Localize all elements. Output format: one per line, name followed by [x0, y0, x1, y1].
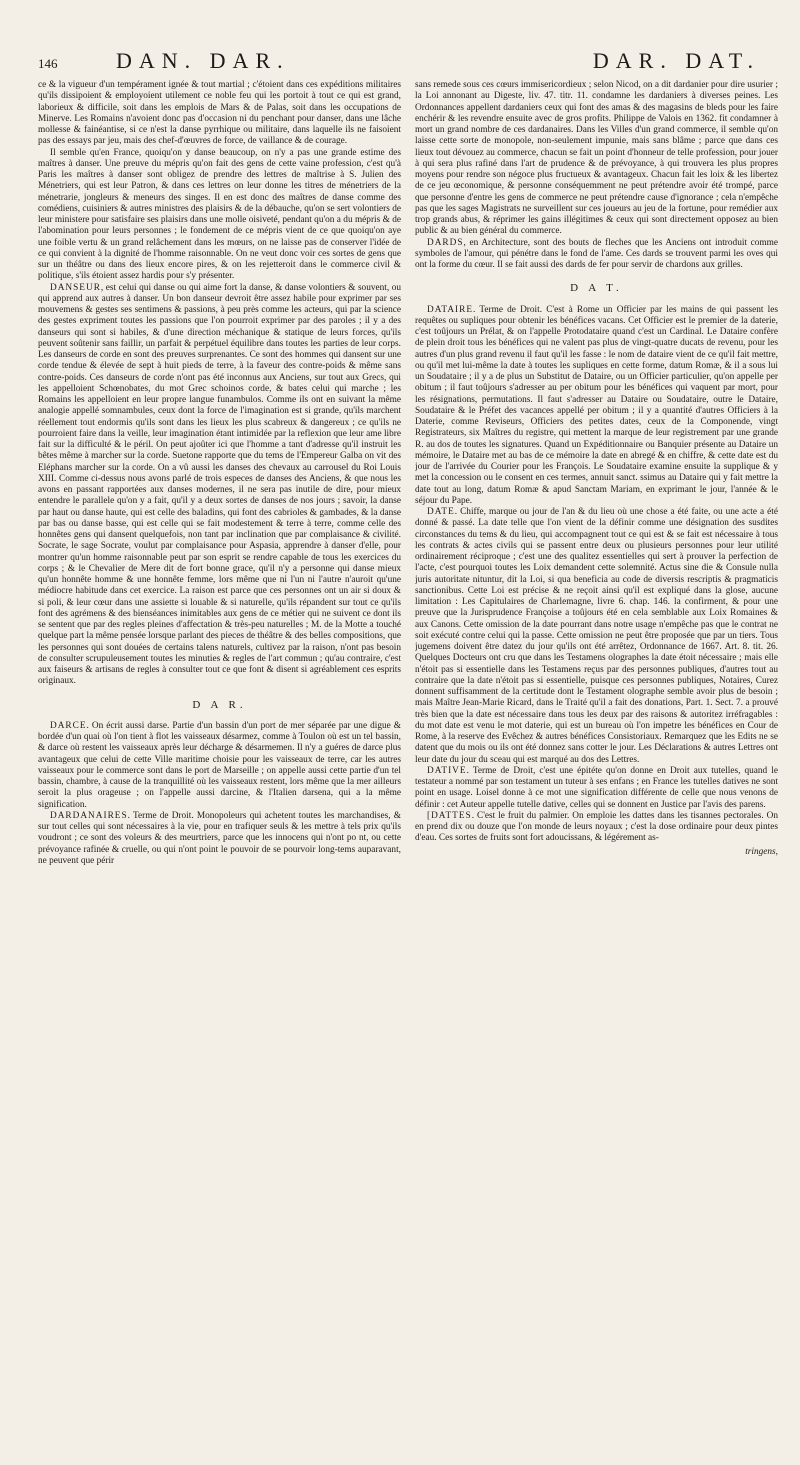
text-columns — [38, 80, 778, 1447]
paragraph-continued: sans remede sous ces cœurs immisericordieux ; selon Nicod, on a dit dardanier pour dire usurier ; la Loi annonant au Digeste, liv. 47. titr. 11. condamne les dardaniers à diverses peines. Les Ordonnances appellent dardaniers ceux qui font des amas & des magasins de bleds pour les faire enchérir & les revendre ensuite avec de gros profits. Philippe de Valois en 1362. fit condamner à mort un grand nombre de ces dardanaires. Dans les Villes d'un grand commerce, il semble qu'on laisse cette sorte de monopole, non-seulement impunie, mais sans blâme ; parce que dans ces lieux tout dévouez au commerce, chacun se fait un point d'honneur de telle profession, pour jouer à qui sera plus rafiné dans l'art de prudence & de prévoyance, à qui trouvera les plus propres moyens pour rendre son négoce plus fructueux & avantageux. Chacun fait les loix & les libertez de ce jeu œconomique, & personne conséquemment ne peut prétendre avoir été trompé, parce que personne d'entre les gens de commerce ne peut prétendre cause d'ignorance ; cela n'empêche pas que les sages Magistrats ne surveillent sur ces joueurs au jeu de la fortune, pour remédier aux trop grands abus, & réprimer les gains illégitimes & ceux qui sont directement opposez au bien public & au bien général du commerce. — [415, 80, 778, 237]
entry-text: . Chiffe, marque ou jour de l'an & du lieu où une chose a été faite, ou une acte a été donné & passé. La date telle que l'on vient de la définir comme une désignation des susdites circonstances du tems & du lieu, qui accompagnent tout ce qui est & se fait est nécessaire à tous les contrats & actes civils qui se passent entre deux ou plusieurs personnes pour leur utilité ordinairement réciproque ; c'est une des qualitez essentielles qui sert à prouver la perfection de l'acte, c'est pourquoi toutes les Loix demandent cette solemnité. Actus sine die & Consule nulla juris autoritate nituntur, dit la Loi, si qua beneficia au code de diversis rescriptis & pragmaticis sanctionibus. Cette Loi est précise & ne reçoit ainsi qu'il est expliqué dans la glose, aucune limitation : Les Capitulaires de Charlemagne, livre 6. chap. 146. la confirment, & pour une preuve que la Jurisprudence Françoise a toûjours été en cela semblable aux Loix Romaines & aux Canons. Cette omission de la date pourrant dans notre usage n'empêche pas que le contrat ne soit exécuté contre celui qui la passe. Cette omission ne peut être proposée que par un tiers. Tous jugemens doivent être datez du jour qu'ils ont été arrêtez, Ordonnance de 1667. Art. 8. tit. 26. Quelques Docteurs ont cru que dans les Testamens olographes la date étoit nécessaire ; mais elle n'étoit pas si essentielle dans les Testamens reçus par des personnes publiques, d'autres tout au contraire que la date n'étoit pas si essentielle, puisque ces personnes publiques, Notaires, Curez donnent suffisamment de la certitude dont le Testament olographe semble avoir plus de besoin ; mais Maître Jean-Marie Ricard, dans le Traité qu'il a fait des donations, Part. 1. Sect. 7. a prouvé très bien que la date est nécessaire dans tous les deux par des raisons & autoritez irréfragables : du mot date est venu le mot daterie, qui est un bureau où l'on impetre les bénéfices en Cour de Rome, à la reserve des Evêchez & autres bénéfices Consistoriaux. Remarquez que les Edits ne se datent que du mois ou ils ont été donnez sans cotter le jour. Les Déclarations & autres Lettres ont leur date du jour du sceau qui est marqué au dos des Lettres. — [415, 507, 778, 765]
entry-term: DARDANAIRES — [50, 810, 128, 821]
entry-text: . On écrit aussi darse. Partie d'un bassin d'un port de mer séparée par une digue & bordée d'un quai où l'on tient à flot les vaisseaux désarmez, comme à Toulon où est un tel bassin, & darce où restent les vaisseaux après leur décharge & désarmemen. Il n'y a guéres de darce plus avantageux que celui de cette Ville maritime choisie pour les vaisseaux de terre, car les autres vaisseaux pour le commerce sont dans le port de Marseille ; on appelle aussi cette partie d'un tel bassin, chambre, à cause de la tranquillité où les vaisseaux restent, lors même que la mer ailleurs seroit la plus orageuse ; on l'appelle aussi darcine, & l'Italien darsena, qui a la même signification. — [38, 720, 401, 810]
entry-dative — [415, 766, 778, 811]
right-running-title: DAR. DAT. — [592, 48, 760, 73]
entry-term: [DATTES — [427, 810, 472, 821]
entry-dards — [415, 238, 778, 272]
entry-text: . Terme de Droit. C'est à Rome un Officier par les mains de qui passent les requêtes ou supliques pour obtenir les bénéfices vacans. Cet Officier est le premier de la daterie, c'est toûjours un Prélat, & on l'appelle Protodataire quand c'est un Cardinal. Le Dataire confère de plein droit tous les bénéfices qui ne valent pas plus de vingt-quatre ducats de revenu, pour les autres d'un plus grand revenu il faut qu'il les fasse : le nom de dataire vient de ce qu'il fait mettre, ou qu'il met lui-même la date à toutes les supliques en cette forme, datum Romæ, & il a sous lui un Soudataire ; il y a de plus un Substitut de Dataire, ou un Officier particulier, qu'on appelle per obitum ; il faut toûjours s'adresser au per obitum pour les bénéfices qui vaquent par mort, pour les résignations, permutations. Il faut s'adresser au Dataire ou Soudataire, outre le Dataire, Soudataire & le Préfet des vacances appellé per obitum ; il y a quantité d'autres Officiers à la Daterie, comme Reviseurs, Officiers des petites dates, ceux de la Componende, vingt Registrateurs, six Maîtres du registre, qui mettent la marque de leur registrement par une grande R. au dos de toutes les signatures. Quand un Expéditionnaire ou Banquier présente au Dataire un mémoire, le Dataire met au bas de ce mémoire la date en abregé & en chiffre, & cette date est du jour de l'arrivée du Courier pour les François. Le Soudataire examine ensuite la supplique & y met la concession ou le consent en ces termes, annuit sanct. ssimus au Dataire qui y fait mettre la date tout au long, datum Romæ & apud Sanctam Mariam, en exprimant le jour, l'année & le séjour du Pape. — [415, 304, 778, 506]
entry-text: . C'est le fruit du palmier. On emploie les dattes dans les tisannes pectorales. On en prend dix ou douze que l'on monde de leurs noyaux ; c'est la dose ordinaire pour deux pintes d'eau. Ces sortes de fruits sont fort adoucissans, & légérement as- — [415, 810, 778, 844]
entry-text: . Terme de Droit, c'est une épitéte qu'on donne en Droit aux tutelles, quand le testateur a nommé par son testament un tuteur à ses enfans ; en France les tutelles datives ne sont point en usage. Loisel donne à ce mot une signification différente de celle que nous venons de définir : cet Auteur appelle tutelle dative, celles qui se donnent en Justice par l'avis des parens. — [415, 765, 778, 810]
left-column — [38, 80, 401, 1447]
page-number: 146 — [38, 56, 58, 71]
paragraph-continued: ce & la vigueur d'un tempérament ignée & tout martial ; c'étoient dans ces expéditions militaires qu'ils dissipoient & employoient utilement ce noble feu qui les portoit à tout ce qui est grand, laborieux & difficile, soit dans les emplois de Mars & de Palas, soit dans les occupations de Minerve. Les Romains n'avoient donc pas d'occasion ni du penchant pour danser, dans une lâche mollesse & fainéantise, si ce n'est la danse pyrrhique ou militaire, dans laquelle ils ne faisoient pas des essays par jeu, mais des chef-d'œuvres de force, de vaillance & de courage. — [38, 80, 401, 147]
entry-darce — [38, 721, 401, 811]
entry-term: DARCE — [50, 720, 87, 731]
entry-dataire — [415, 305, 778, 508]
entry-term: DATAIRE — [427, 304, 474, 315]
entry-term: DATE — [427, 507, 455, 517]
entry-danseur — [38, 283, 401, 688]
entry-date — [415, 507, 778, 766]
section-heading-dat: D A T. — [570, 282, 623, 295]
entry-text: , est celui qui danse ou qui aime fort la danse, & danse volontiers & souvent, ou qui apprend aux autres à danser. Un bon danseur devroit être assez habile pour exprimer par ses mouvemens & gestes ses sentimens & passions, à peu près comme les acteurs, qui par la science des gestes expriment toutes les passions que l'on pourroit exprimer par des paroles ; il y a des danseurs qui sont si habiles, & d'une direction méchanique & statique de leurs forces, qu'ils peuvent soûtenir sans faillir, un parfait & perpétuel équilibre dans toutes les parties de leur corps. Les danseurs de corde en sont des preuves surprenantes. Ce sont des hommes qui dansent sur une corde tendue & élevée de sept à huit pieds de terre, à la faveur des contre-poids & même sans contre-poids. Ces danseurs de corde n'ont pas été inconnus aux Anciens, sur tout aux Grecs, qui les appelloient Schœnobates, du mot Grec schoinos corde, & bates celui qui marche ; les Romains les appelloient en leur propre langue funambulos. Comme ils ont en suivant la même analogie appellé somnambules, ceux dont la force de l'imagination est si grande, qu'ils marchent réellement tout endormis qu'ils sont dans les lieux les plus scabreux & dangereux ; ce qu'ils ne pourroient faire dans la veille, leur imagination étant intimidée par la reflexion que leur ame libre fait sur la difficulté & le péril. On peut ajoûter ici que l'homme a tant d'adresse qu'il instruit les bêtes même à marcher sur la corde. Suetone rapporte que du tems de l'Empereur Galba on vit des Eléphans marcher sur la corde. On a vû aussi les danses des chevaux au carrousel du Roi Louis XIII. Comme ci-dessus nous avons parlé de trois especes de danses des Anciens, & que nous les avons en passant rapportées aux danses modernes, il ne sera pas inutile de dire, pour mieux entendre le parallele qu'on y a fait, qu'il y a deux sortes de danses de nos jours ; savoir, la danse par haut ou danse haute, qui est celle des baladins, qui font des cabrioles & gambades, & la danse par bas ou danse basse, qui est celle qui se fait modestement & terre à terre, comme celle des honnêtes gens qui dansent quelquefois, non tant par inclination que par complaisance & civilité. Socrate, le sage Socrate, voulut par complaisance pour Aspasia, apprendre à danser d'elle, pour montrer qu'un homme raisonnable peut par son esprit se rendre capable de tous les exercices du corps ; & le Chevalier de Mere dit de fort bonne grace, qu'il n'y a personne qui danse mieux qu'un honnête homme & une honnête femme, lors même que ni l'un ni l'autre n'auroit qu'une médiocre habitude dans cet exercice. La raison est parce que ces personnes ont un air si doux & si poli, & leur cœur dans une assiette si louable & si naturelle, qu'ils répandent sur tout ce qu'ils font des agrémens & des bienséances inimitables aux gens de ce métier qui ne suivent ce dont ils se sentent que par des regles pleines d'affectation & très-peu naturelles ; M. de la Motte a touché quelque part la même pensée lorsque parlant des pieces de théâtre & des belles compositions, que les personnes qui sont douées de certains talens naturels, cultivez par la raison, n'ont pas besoin de consulter scrupuleusement toutes les minuties & regles de l'art commun ; qu'au contraire, c'est aux faiseurs & artisans de regles à consulter tout ce que font & disent si agréablement ces esprits originaux. — [38, 282, 401, 687]
entry-term: DANSEUR — [50, 282, 101, 293]
entry-term: DATIVE — [427, 765, 467, 776]
entry-term: DARDS — [427, 237, 464, 248]
section-heading-dar: D A R. — [192, 698, 247, 711]
left-running-title: DAN. DAR. — [116, 48, 290, 73]
entry-text: , en Architecture, sont des bouts de fleches que les Anciens ont introduit comme symboles de l'amour, qui pénétre dans le fond de l'ame. Ces dards se trouvent parmi les oves qui ont la forme du cœur. Il se fait aussi des dards de fer pour servir de chardons aux grilles. — [415, 237, 778, 270]
entry-dardanaires — [38, 811, 401, 867]
entry-dattes — [415, 811, 778, 845]
entry-text: . Terme de Droit. Monopoleurs qui achetent toutes les marchandises, & sur tout celles qui sont nécessaires à la vie, pour en trafiquer seuls & les mettre à tels prix qu'ils voudront ; ce sont des voleurs & des meurtriers, parce que les innocens qui n'ont po nt, ou cette prévoyance rafinée & cruelle, ou qui n'ont point le pouvoir de se pourvoir long-tems auparavant, ne peuvent que périr — [38, 810, 401, 866]
paragraph-france: Il semble qu'en France, quoiqu'on y danse beaucoup, on n'y a pas une grande estime des maîtres à danser. Une preuve du mépris qu'on fait des gens de cette vaine profession, c'est qu'à Paris les maîtres à danser sont obligez de prendre des lettres de maîtrise à S. Julien des Ménetriers, qui est leur Patron, & dans ces lettres on leur donne les titres de ménetriers de la ménetrarie, jongleurs & meneurs des singes. Il en est donc des maîtres de danse comme des comédiens, cuisiniers & autres ministres des plaisirs & de la débauche, qu'on se sert volontiers de leur ministere pour satisfaire ses plaisirs dans une molle oisiveté, pendant qu'on a du mépris & de l'abomination pour leurs personnes ; le fondement de ce mépris vient de ce que quoiqu'on aye une foible vertu & un grand relâchement dans les mœurs, on ne laisse pas de conserver l'idée de ce qui convient à la dignité de l'homme raisonnable. On ne veut donc voir ces sortes de gens que sur un théâtre ou dans des lieux encore pires, & on les rejetteroit dans le commerce civil & politique, s'ils étoient assez hardis pour s'y présenter. — [38, 147, 401, 282]
catchword: tringens, — [745, 846, 778, 857]
right-column — [415, 80, 778, 1447]
running-header — [38, 48, 770, 78]
